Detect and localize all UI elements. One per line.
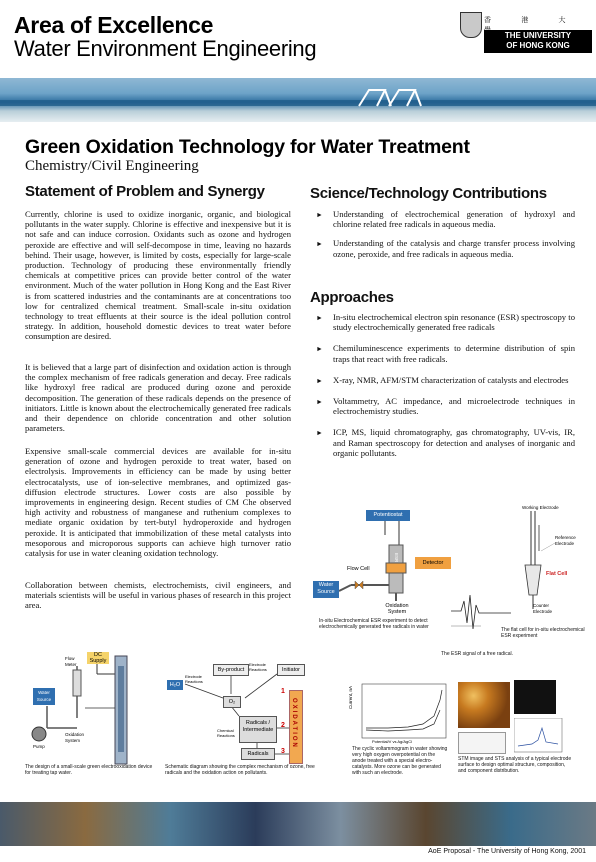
stm-image (458, 682, 510, 728)
device-diagram (25, 648, 165, 774)
dc-supply-box: DC Supply (87, 652, 109, 664)
flow-cell-label: Flow Cell (347, 566, 370, 572)
reference-electrode-label: Reference Electrode (555, 535, 576, 546)
stm-caption: STM image and STS analysis of a typical electrode surface to design optimal structure, composition, and component distribution. (458, 756, 572, 774)
by-product-box: By-product (213, 664, 249, 676)
counter-electrode-label: Counter Electrode (533, 603, 553, 614)
o2-box: O₂ (223, 696, 241, 708)
esr-diagram-lines (311, 505, 591, 665)
list-item: ► Understanding of the catalysis and charge transfer process involving ozone, peroxide, and free radicals in aqueous media. (316, 238, 575, 259)
esr-diagram (311, 505, 591, 665)
hku-crest-icon (460, 12, 482, 38)
university-logo (484, 30, 592, 53)
list-item: ► In-situ electrochemical electron spin resonance (ESR) spectroscopy to study electrochemically generated free radicals (316, 312, 575, 333)
radicals-box: Radicals (241, 748, 275, 760)
flat-cell-caption: The flat cell for in-situ electrochemical ESR experiment (501, 627, 585, 639)
radicals-intermediate-box: Radicals / Intermediate (239, 716, 277, 743)
cv-caption: The cyclic voltammogram in water showing very high oxygen overpotential on the anode treated with a special electro-catalysts. More ozone can be generated with such an electrode. (352, 746, 448, 776)
working-electrode-label: Working Electrode (522, 505, 559, 510)
left-paragraph-1: Currently, chlorine is used to oxidize inorganic, organic, and biological pollutants in the water supply. Chlorine is effective and inexpensive but it is not safe and can induce corrosion. Oxidants such as ozone and hydrogen peroxide are effective and will self-decompose in time, leaving no hazards behind. Their usage, however, is limited by costs, especially for large-scale production. Technology of producing these environmentally friendly chemicals at competitive prices can provide better control of the water environment. Much of the water pollution in Hong Kong and the East River is from scattered industries and the contaminants are at concentrations too low for centralized chemical treatment. Small-scale in-situ oxidation technology to treat effluents at their source is the ideal pollution control strategy. In addition, household domestic devices to treat water before consumption are desired. (25, 209, 291, 342)
left-paragraph-3: Expensive small-scale commercial devices are available for in-situ generation of ozone and hydrogen peroxide to treat water, based on electrolysis. Improvements in efficiency can be made by using better electrocatalysts, use of ion-selective membranes, and optimized gas-diffusion electrode structures. Lower costs are also possible by improvements in engineering design. Recent studies of CM Che observed high activity and robustness of manganese and ruthenium complexes to mediate organic oxidation by tert-butyl hydroperoxide and hydrogen peroxide. It is anticipated that immobilization of these metal catalysts into mesoporous and microporous supports can achieve high turnover ratio catalysis for use in water cleaning oxidation technology. (25, 446, 291, 559)
header-title-line1: Area of Excellence (14, 12, 214, 38)
bullet-arrow-icon: ► (316, 211, 323, 219)
approaches-list (313, 312, 575, 467)
cv-plot (348, 680, 450, 780)
device-diagram-lines (25, 648, 165, 774)
approaches-heading: Approaches (310, 289, 394, 306)
detector-box: Detector (415, 557, 451, 569)
bullet-arrow-icon: ► (316, 429, 323, 438)
list-item: ► X-ray, NMR, AFM/STM characterization of catalysts and electrodes (316, 374, 569, 385)
oxidation-label: OXIDATION (291, 698, 297, 749)
university-line2: OF HONG KONG (506, 41, 570, 50)
chemical-reactions-label: Chemical Reactions (217, 728, 235, 738)
flow-meter-label: Flow Meter (65, 656, 77, 667)
oxidation-system-label: Oxidation System (65, 732, 85, 743)
step-number-1: 1 (281, 688, 285, 695)
electrode-reactions-label: Electrode Reactions (185, 674, 203, 684)
stm-inset-image (514, 680, 556, 714)
header-title-line2: Water Environment Engineering (14, 36, 317, 61)
list-item: ► ICP, MS, liquid chromatography, gas chromatography, UV-vis, IR, and Raman spectroscopy for detection and analyses of inorganic and organic pollutants. (316, 427, 575, 458)
water-source-box: Water Source (33, 688, 55, 705)
bullet-arrow-icon: ► (316, 398, 323, 407)
banner-sea-stripe (0, 100, 596, 106)
bullet-arrow-icon: ► (316, 240, 323, 249)
list-item: ► Voltammetry, AC impedance, and microelectrode techniques in electrochemistry studies. (316, 396, 575, 417)
deck-chairs-icon (355, 84, 425, 110)
left-paragraph-4: Collaboration between chemists, electrochemists, civil engineers, and materials scientists will be useful in various phases of research in this project area. (25, 580, 291, 611)
potentiostat-box: Potentiostat (366, 510, 410, 521)
electrode-reactions-label-2: Electrode Reactions (249, 662, 267, 672)
water-source-box: Water Source (313, 581, 339, 598)
initiator-box: Initiator (277, 664, 305, 676)
list-item: ► Understanding of electrochemical generation of hydroxyl and chlorine related free radicals in aqueous media. (316, 209, 575, 230)
cv-xlabel: Potential/V vs Ag/AgCl (372, 739, 413, 744)
sts-table (458, 732, 506, 754)
esr-experiment-caption: In-situ Electrochemical ESR experiment to detect electrochemically generated free radicals in water (319, 618, 429, 630)
contributions-heading: Science/Technology Contributions (310, 185, 547, 202)
device-caption: The design of a small-scale green electrooxidation device for treating tap water. (25, 764, 153, 776)
main-title: Green Oxidation Technology for Water Treatment (25, 136, 470, 158)
list-item: ► Chemiluminescence experiments to determine distribution of spin traps that react with free radicals. (316, 343, 575, 364)
mechanism-diagram (165, 658, 315, 776)
bullet-arrow-icon: ► (316, 314, 323, 322)
step-number-3: 3 (281, 748, 285, 755)
university-chinese-name: 香 港 大 (484, 16, 580, 24)
sts-plot (514, 718, 564, 754)
oxidation-system-label: Oxidation System (385, 603, 409, 615)
h2o-box: H₂O (167, 680, 183, 690)
stm-figure (458, 674, 578, 782)
subtitle: Chemistry/Civil Engineering (25, 158, 199, 174)
flat-cell-label: Flat Cell (546, 571, 568, 577)
left-paragraph-2: It is believed that a large part of disinfection and oxidation action is through the complex mechanism of free radicals generation and decay. Free radicals like hydroxyl free radical are produced during ozone and peroxide decomposition. The generation of these radicals depends on the presence of initiators. Little is known about the electrochemically generated free radicals and their dependence on chloride concentration and other solution parameters. (25, 362, 291, 434)
footer-image-strip (0, 802, 596, 846)
left-section-heading: Statement of Problem and Synergy (25, 183, 265, 200)
bullet-arrow-icon: ► (316, 376, 323, 385)
bullet-arrow-icon: ► (316, 345, 323, 354)
contributions-list (313, 209, 575, 268)
mechanism-caption: Schematic diagram showing the complex mechanism of ozone, free radicals and the oxidation action on pollutants. (165, 764, 315, 776)
university-line1: THE UNIVERSITY (504, 31, 572, 40)
pump-label: Pump (33, 744, 45, 749)
footer-text: AoE Proposal - The University of Hong Kong, 2001 (428, 848, 586, 855)
cv-ylabel: Current, nA (348, 686, 353, 710)
step-number-2: 2 (281, 722, 285, 729)
esr-signal-caption: The ESR signal of a free radical. (441, 651, 513, 657)
esr-label: ESR (394, 553, 399, 563)
